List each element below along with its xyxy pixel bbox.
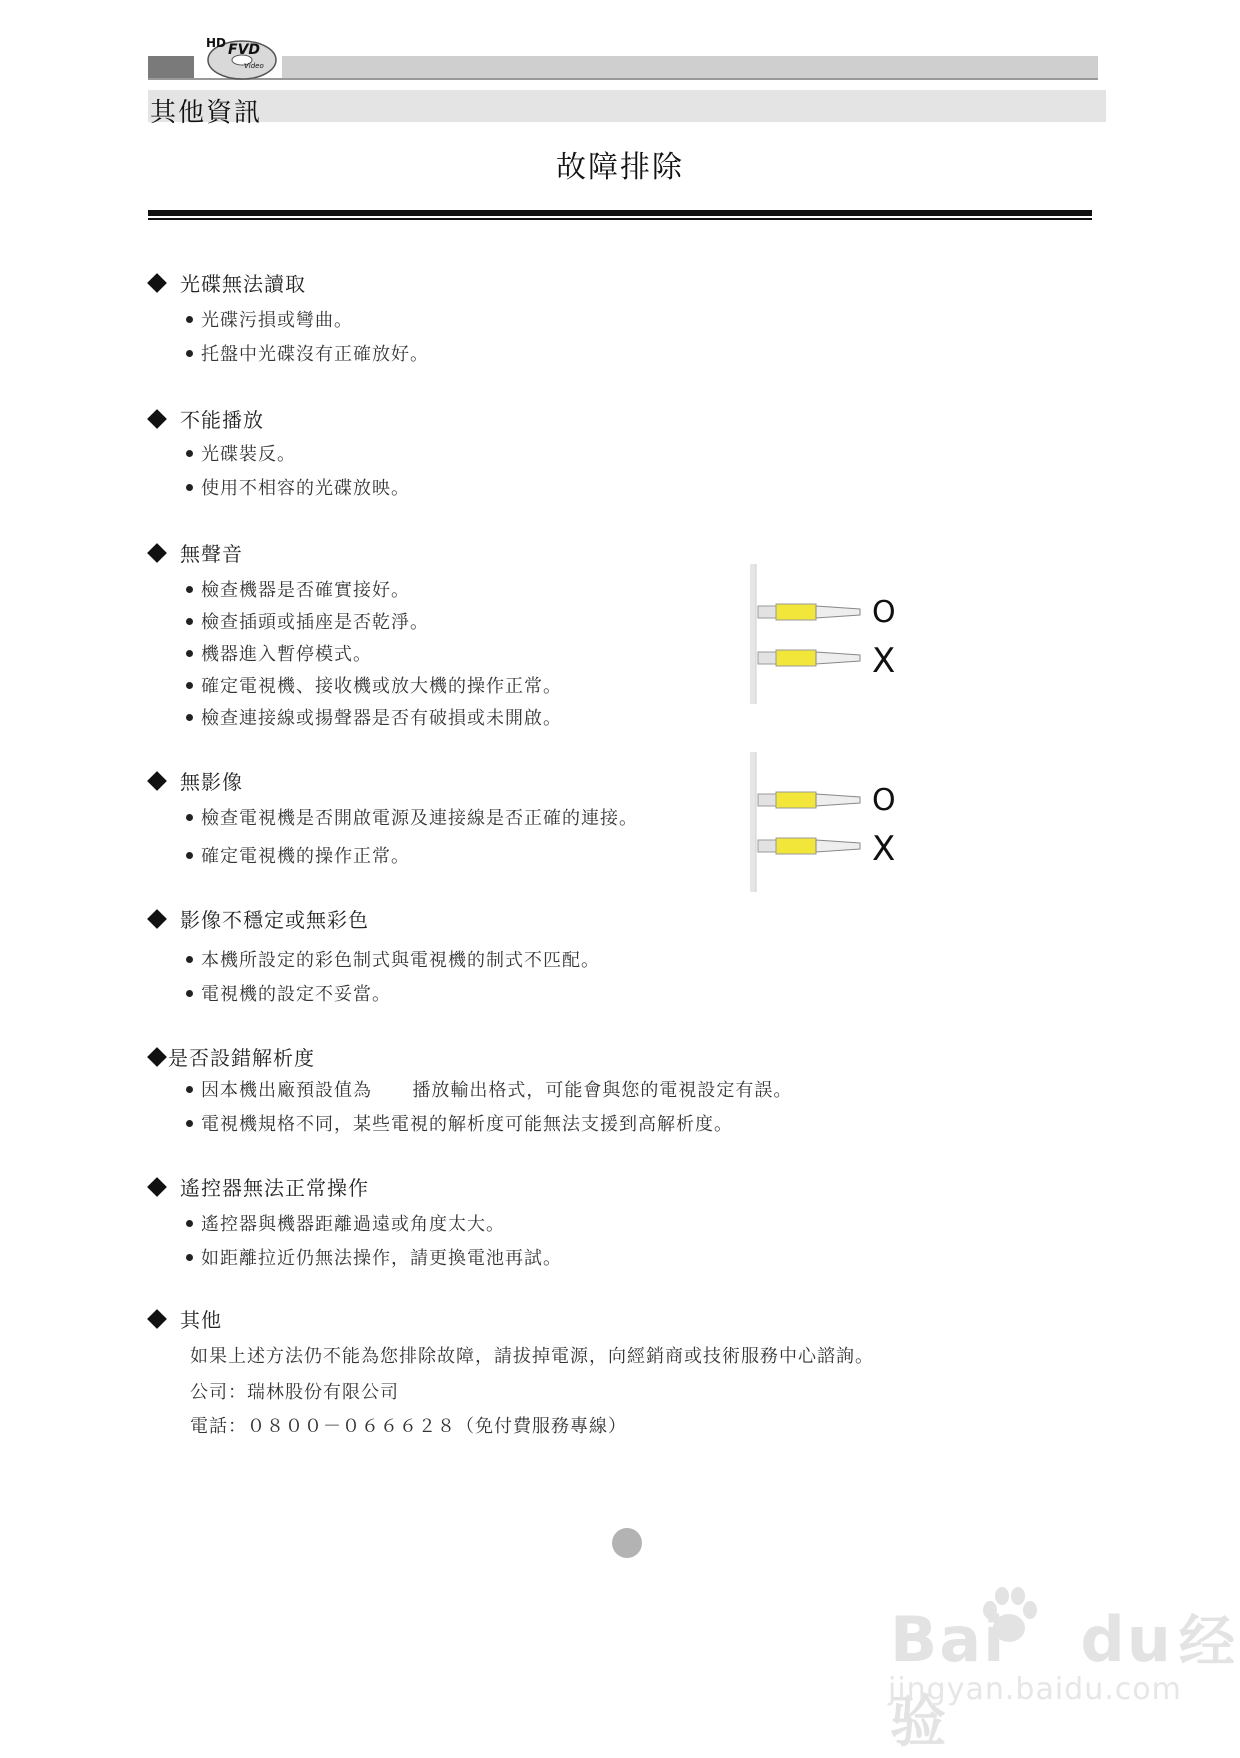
bullet-icon xyxy=(186,990,193,997)
plug-correct xyxy=(758,792,860,808)
socket-panel xyxy=(750,752,756,892)
list-item xyxy=(186,1076,792,1102)
list-item xyxy=(186,704,562,730)
page-number-dot xyxy=(612,1528,642,1558)
section-heading-text: 其他 xyxy=(180,1308,222,1332)
logo-video-text: Video xyxy=(244,62,264,70)
list-item-text: 光碟污損或彎曲。 xyxy=(201,310,353,331)
list-item-text: 機器進入暫停模式。 xyxy=(201,644,372,665)
list-item-text: 確定電視機、接收機或放大機的操作正常。 xyxy=(201,676,562,697)
plug-body xyxy=(776,650,816,666)
logo-fvd-text: FVD xyxy=(228,42,261,58)
list-item-text: 檢查電視機是否開啟電源及連接線是否正確的連接。 xyxy=(201,808,638,829)
bullet-icon xyxy=(186,316,193,323)
section-heading-text: 無影像 xyxy=(180,770,243,794)
list-item xyxy=(186,640,372,666)
list-item xyxy=(186,842,410,868)
list-item xyxy=(186,946,600,972)
diamond-bullet-icon xyxy=(147,1177,167,1197)
ok-mark: O xyxy=(872,595,896,630)
contact-paragraph: 如果上述方法仍不能為您排除故障，請拔掉電源，向經銷商或技術服務中心諮詢。 xyxy=(190,1346,874,1367)
logo-hd-text: HD xyxy=(206,36,227,50)
section-heading xyxy=(150,904,369,933)
list-item-text: 電視機規格不同，某些電視的解析度可能無法支援到高解析度。 xyxy=(201,1114,733,1135)
bullet-icon xyxy=(186,1086,193,1093)
list-item-text: 光碟裝反。 xyxy=(201,444,296,465)
list-item-text: 電視機的設定不妥當。 xyxy=(201,984,391,1005)
diamond-bullet-icon xyxy=(147,273,167,293)
plug-connection-illustration xyxy=(750,752,908,892)
header-top-bar xyxy=(282,56,1098,78)
list-item-text: 遙控器與機器距離過遠或角度太大。 xyxy=(201,1214,505,1235)
section-heading xyxy=(150,538,243,567)
list-item-text: 托盤中光碟沒有正確放好。 xyxy=(201,344,429,365)
section-heading xyxy=(150,404,264,433)
plug-correct xyxy=(758,604,860,620)
socket-panel xyxy=(750,564,756,704)
section-heading xyxy=(150,1042,315,1071)
section-heading-text: 遙控器無法正常操作 xyxy=(180,1176,369,1200)
bullet-icon xyxy=(186,714,193,721)
bullet-icon xyxy=(186,350,193,357)
list-item xyxy=(186,608,429,634)
bullet-icon xyxy=(186,586,193,593)
plug-incorrect xyxy=(758,650,860,666)
list-item xyxy=(186,474,410,500)
plug-connection-illustration xyxy=(750,564,908,704)
diamond-bullet-icon xyxy=(147,909,167,929)
list-item-text: 檢查插頭或插座是否乾淨。 xyxy=(201,612,429,633)
page-title: 故障排除 xyxy=(556,150,684,185)
list-item xyxy=(186,576,410,602)
list-item-text: 如距離拉近仍無法操作，請更換電池再試。 xyxy=(201,1248,562,1269)
section-heading-text: 無聲音 xyxy=(180,542,243,566)
bullet-icon xyxy=(186,1120,193,1127)
header-top-line xyxy=(148,78,1098,80)
list-item-text: 檢查連接線或揚聲器是否有破損或未開啟。 xyxy=(201,708,562,729)
bullet-icon xyxy=(186,682,193,689)
section-title: 其他資訊 xyxy=(150,98,263,128)
header-gray-block xyxy=(148,56,194,78)
list-item-text: 檢查機器是否確實接好。 xyxy=(201,580,410,601)
bullet-icon xyxy=(186,852,193,859)
plug-body xyxy=(776,838,816,854)
list-item-text: 確定電視機的操作正常。 xyxy=(201,846,410,867)
section-heading-text: 是否設錯解析度 xyxy=(168,1046,315,1070)
list-item xyxy=(186,440,296,466)
bullet-icon xyxy=(186,1220,193,1227)
watermark-brand-cn: 经验 xyxy=(890,1610,1237,1755)
bullet-icon xyxy=(186,956,193,963)
list-item xyxy=(186,1244,562,1270)
diamond-bullet-icon xyxy=(147,409,167,429)
watermark-url: jingyan.baidu.com xyxy=(888,1672,1182,1707)
ng-mark: X xyxy=(872,829,896,869)
section-heading-text: 不能播放 xyxy=(180,408,264,432)
list-item-text: 本機所設定的彩色制式與電視機的制式不匹配。 xyxy=(201,950,600,971)
section-bar xyxy=(148,90,1106,122)
bullet-icon xyxy=(186,814,193,821)
section-heading xyxy=(150,766,243,795)
watermark-brand-du: du xyxy=(1080,1603,1173,1676)
title-rule-thin xyxy=(148,218,1092,220)
phone-line: 電話：０８００－０６６６２８（免付費服務專線） xyxy=(190,1416,627,1437)
title-rule-thick xyxy=(148,210,1092,216)
plug-body xyxy=(776,792,816,808)
diamond-bullet-icon xyxy=(147,1047,167,1067)
plug-incorrect xyxy=(758,838,860,854)
company-line: 公司：瑞林股份有限公司 xyxy=(190,1382,399,1403)
list-item xyxy=(186,1110,733,1136)
list-item xyxy=(186,340,429,366)
diamond-bullet-icon xyxy=(147,543,167,563)
list-item-text: 使用不相容的光碟放映。 xyxy=(201,478,410,499)
bullet-icon xyxy=(186,1254,193,1261)
bullet-icon xyxy=(186,484,193,491)
ng-mark: X xyxy=(872,641,896,681)
bullet-icon xyxy=(186,650,193,657)
list-item xyxy=(186,1210,505,1236)
section-heading-text: 光碟無法讀取 xyxy=(180,272,306,296)
bullet-icon xyxy=(186,618,193,625)
watermark-brand-bai: Bai xyxy=(890,1603,1007,1676)
list-item xyxy=(186,980,391,1006)
ok-mark: O xyxy=(872,783,896,818)
bullet-icon xyxy=(186,450,193,457)
section-heading xyxy=(150,268,306,297)
section-heading xyxy=(150,1172,369,1201)
diamond-bullet-icon xyxy=(147,1309,167,1329)
section-heading xyxy=(150,1304,222,1333)
list-item xyxy=(186,804,638,830)
list-item xyxy=(186,306,353,332)
section-heading-text: 影像不穩定或無彩色 xyxy=(180,908,369,932)
plug-body xyxy=(776,604,816,620)
diamond-bullet-icon xyxy=(147,771,167,791)
list-item xyxy=(186,672,562,698)
list-item-text: 因本機出廠預設值為 播放輸出格式，可能會與您的電視設定有誤。 xyxy=(201,1080,793,1101)
